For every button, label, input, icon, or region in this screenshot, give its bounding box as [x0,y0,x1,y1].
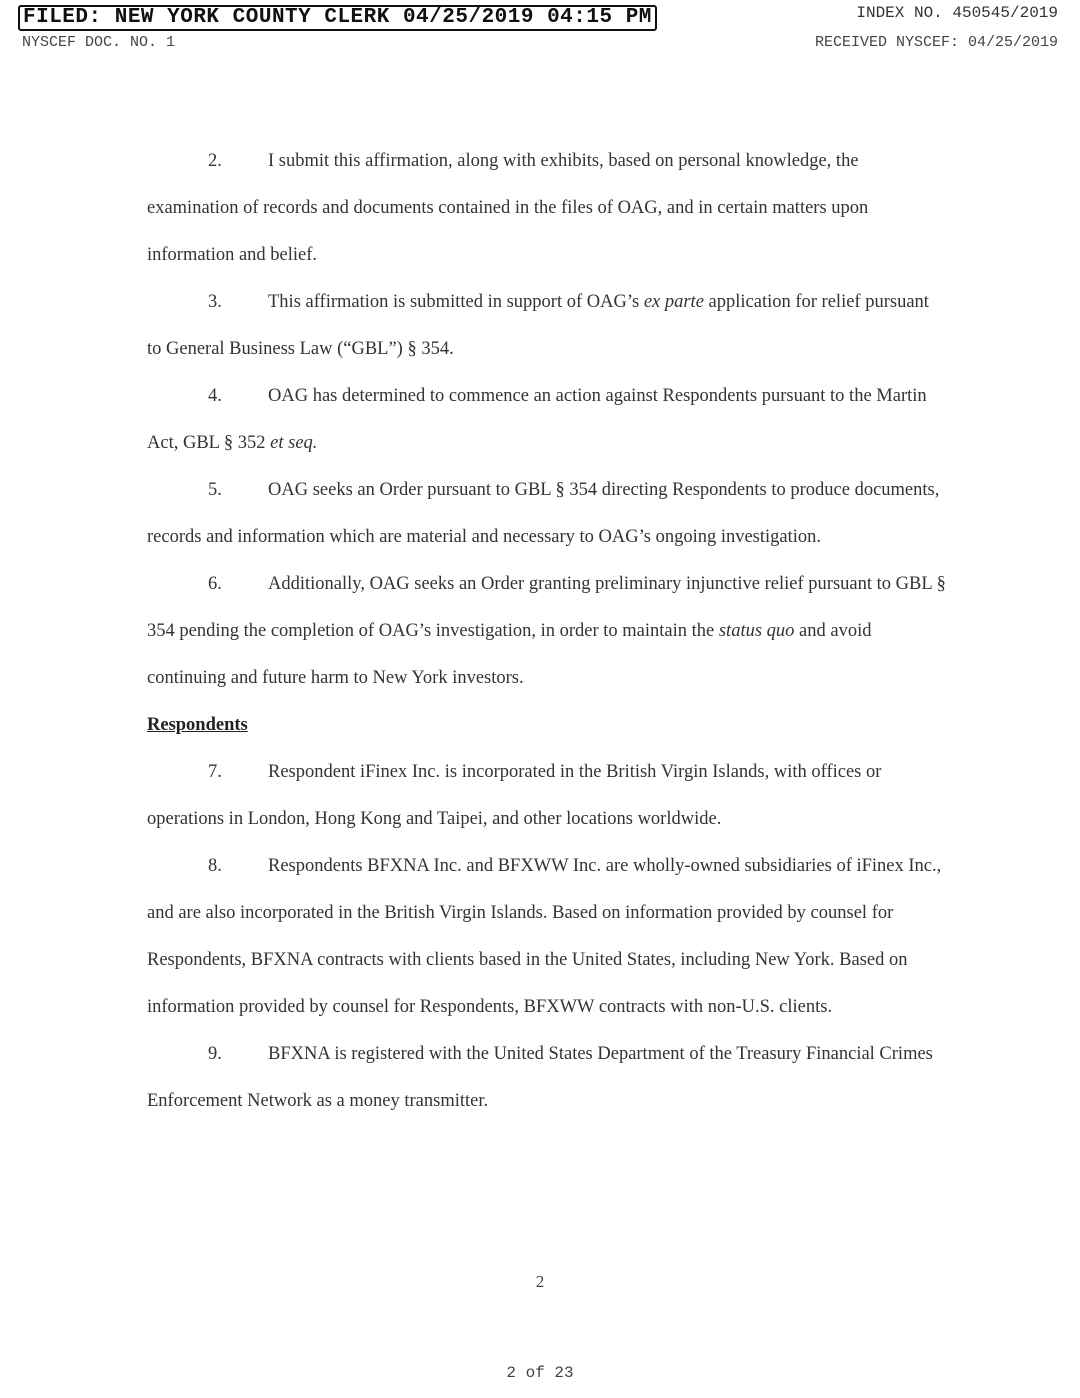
paragraph-text: Additionally, OAG seeks an Order granting preliminary injunctive relief pursuant to GBL § 354 pending the completion of OAG’s investigation, in order to maintain the [147,574,946,641]
paragraph-number: 8. [208,856,222,876]
paragraph-number: 6. [208,574,222,594]
paragraph-4 [147,373,947,467]
paragraph-text: Respondents BFXNA Inc. and BFXWW Inc. are wholly-owned subsidiaries of iFinex Inc., and are also incorporated in the British Virgin Islands. Based on information provided by counsel for Respondents, BFXNA contracts with clients based in the United States, including New York. Based on information provided by counsel for Respondents, BFXWW contracts with non-U.S. clients. [147,856,942,1017]
paragraph-8 [147,843,947,1031]
index-number: INDEX NO. 450545/2019 [856,4,1058,22]
document-header [0,0,1080,60]
page-of-total: 2 of 23 [506,1364,574,1382]
paragraph-text: BFXNA is registered with the United States Department of the Treasury Financial Crimes Enforcement Network as a money transmitter. [147,1044,933,1111]
paragraph-text: Respondent iFinex Inc. is incorporated in the British Virgin Islands, with offices or operations in London, Hong Kong and Taipei, and other locations worldwide. [147,762,882,829]
section-heading-respondents: Respondents [147,715,248,735]
paragraph-number: 3. [208,292,222,312]
paragraph-2 [147,138,947,279]
paragraph-text: I submit this affirmation, along with exhibits, based on personal knowledge, the examination of records and documents contained in the files of OAG, and in certain matters upon information and belief. [147,151,869,265]
paragraph-5 [147,467,947,561]
paragraph-text-continued: and avoid continuing and future harm to New York investors. [147,621,872,688]
paragraph-text: This affirmation is submitted in support of OAG’s [268,292,644,312]
nyscef-doc-number: NYSCEF DOC. NO. 1 [22,34,176,51]
page-number: 2 [535,1272,545,1291]
paragraph-number: 9. [208,1044,222,1064]
paragraph-number: 7. [208,762,222,782]
document-body [147,138,947,1125]
paragraph-italic-text: et seq. [270,433,318,453]
paragraph-9 [147,1031,947,1125]
paragraph-italic-text: status quo [718,621,795,641]
paragraph-italic-text: ex parte [643,292,704,312]
paragraph-number: 4. [208,386,222,406]
paragraph-text: OAG seeks an Order pursuant to GBL § 354 directing Respondents to produce documents, records and information which are material and necessary to OAG’s ongoing investigation. [147,480,940,547]
paragraph-3 [147,279,947,373]
filed-stamp: FILED: NEW YORK COUNTY CLERK 04/25/2019 04:15 PM [18,5,657,31]
paragraph-text-continued: application for relief pursuant to General Business Law (“GBL”) § 354. [147,292,929,359]
paragraph-number: 2. [208,151,222,171]
paragraph-text: OAG has determined to commence an action against Respondents pursuant to the Martin Act, GBL § 352 [147,386,927,453]
paragraph-7 [147,749,947,843]
paragraph-number: 5. [208,480,222,500]
received-date: RECEIVED NYSCEF: 04/25/2019 [814,34,1058,51]
paragraph-6 [147,561,947,702]
